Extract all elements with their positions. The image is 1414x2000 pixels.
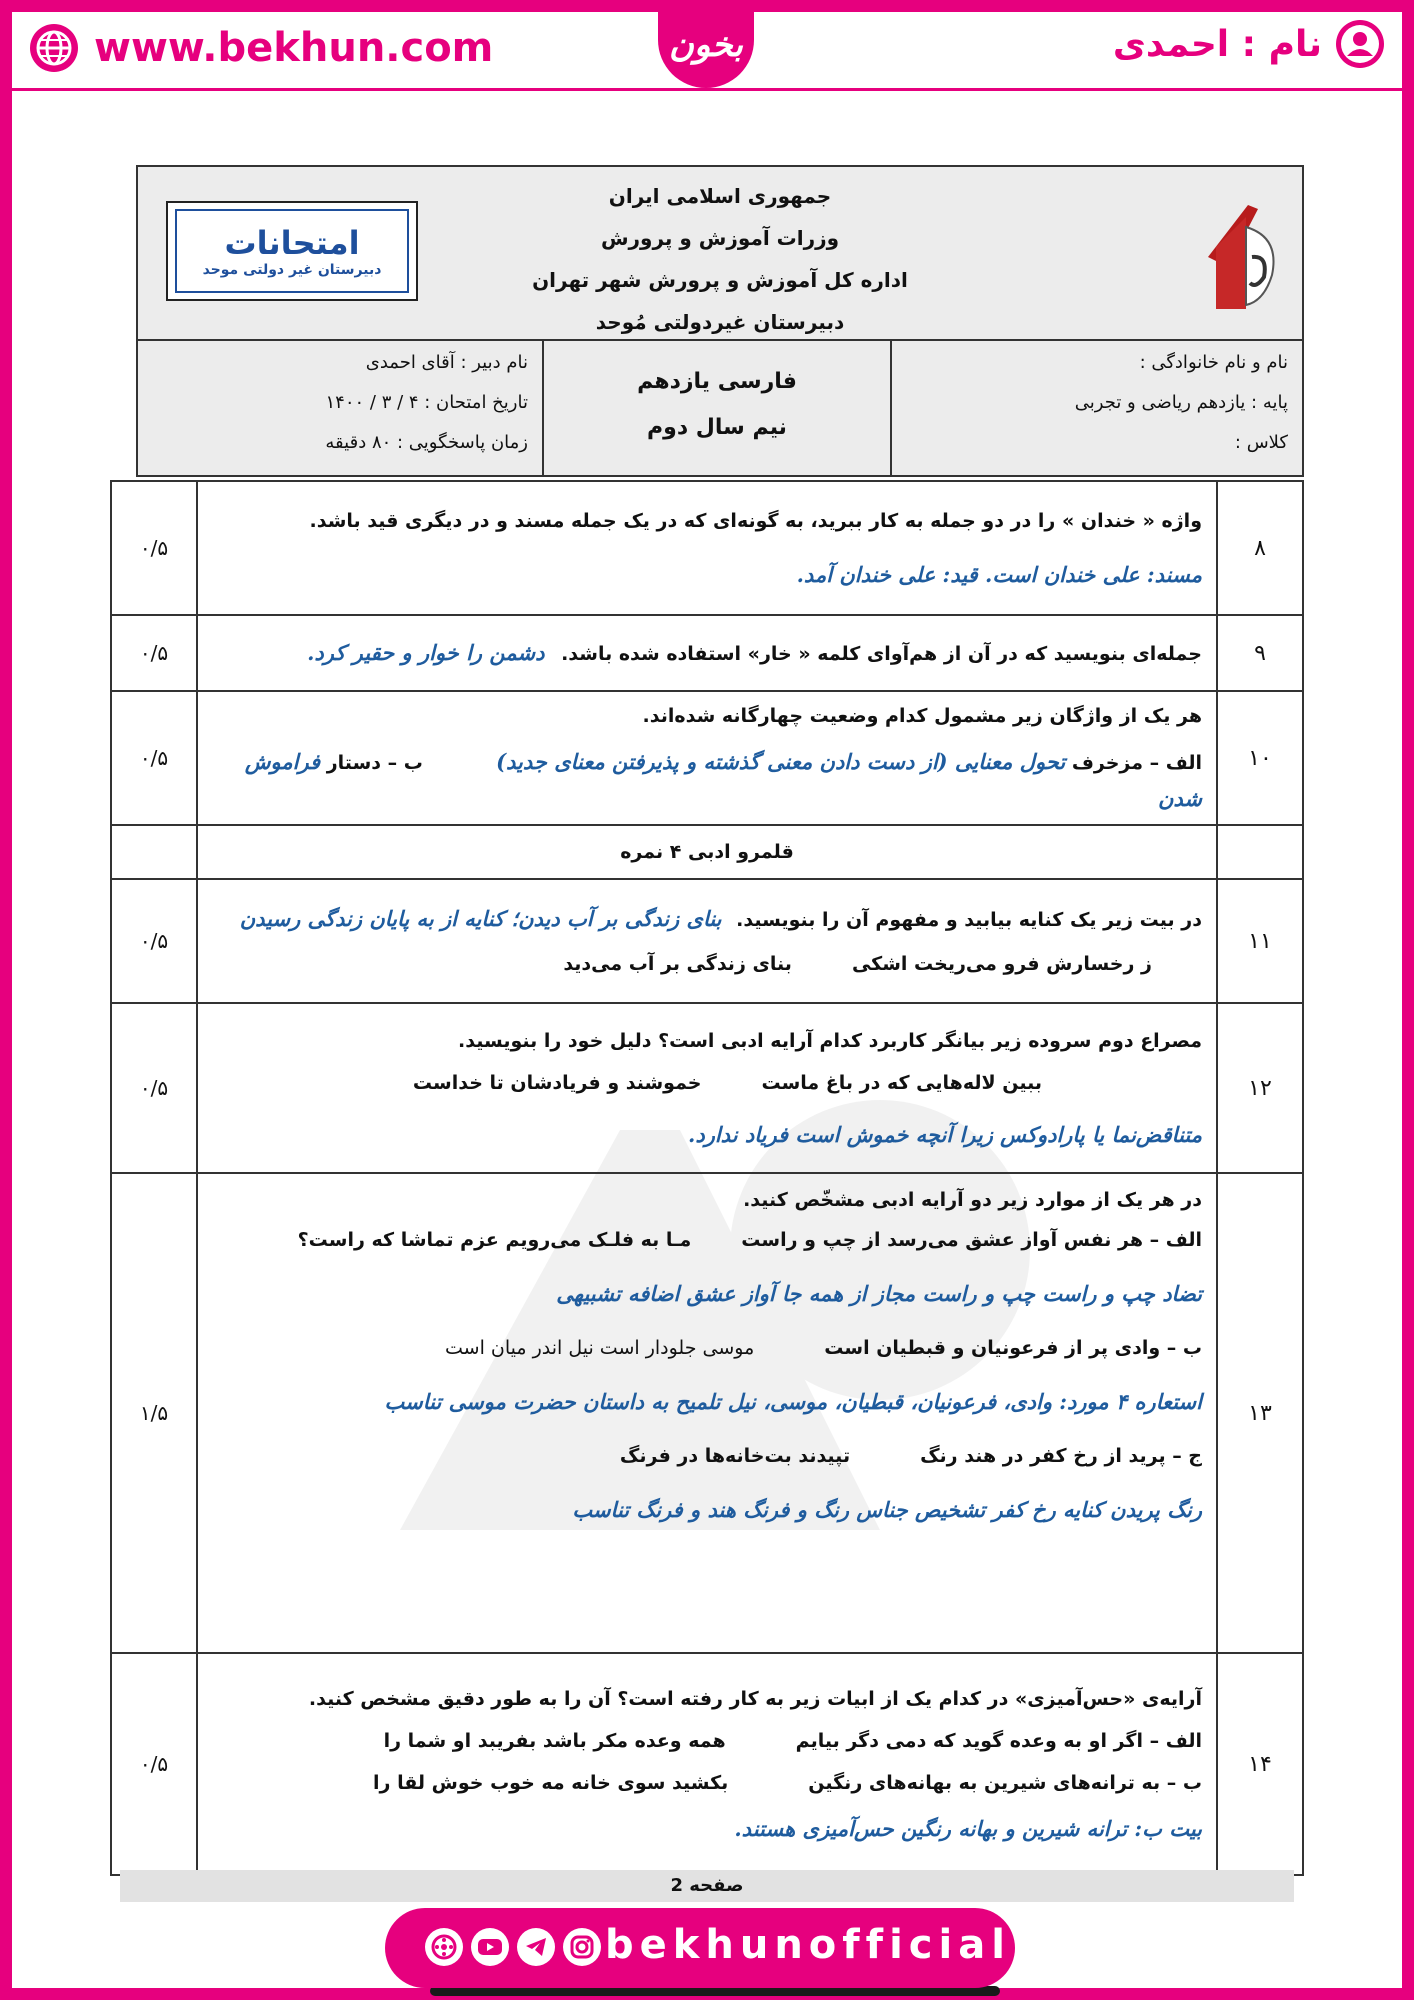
item-b-answer: فراموش شدن: [244, 749, 1202, 811]
reel-icon: [431, 1934, 457, 1960]
question-row-12: [111, 1003, 1303, 1173]
social-handle[interactable]: bekhunofficial: [605, 1922, 1011, 1968]
verse-b: [212, 1330, 1202, 1366]
question-score: ۰/۵: [111, 1653, 197, 1875]
answer-text: دشمن را خوار و حقیر کرد.: [307, 639, 545, 665]
term-name: نیم سال دوم: [647, 415, 787, 440]
verse-b-2: موسی جلودار است نیل اندر میان است: [445, 1337, 755, 1359]
question-row-13: [111, 1173, 1303, 1653]
question-number: ۱۳: [1217, 1173, 1303, 1653]
globe-icon: [28, 22, 80, 74]
answer-text: بیت ب: ترانه شیرین و بهانه رنگین حس‌آمیزی هستند.: [734, 1816, 1202, 1841]
top-divider: [12, 88, 1402, 91]
field-grade: پایه : یازدهم ریاضی و تجربی: [1074, 392, 1288, 413]
field-duration: زمان پاسخگویی : ۸۰ دقیقه: [325, 432, 528, 453]
question-body: [197, 481, 1217, 615]
verse: [212, 1065, 1202, 1101]
title-line: جمهوری اسلامی ایران: [608, 184, 832, 208]
question-row-8: [111, 481, 1303, 615]
question-text: در هر یک از موارد زیر دو آرایه ادبی مشخّص کنید.: [743, 1189, 1202, 1211]
user-icon: [1334, 18, 1386, 70]
section-title: قلمرو ادبی ۴ نمره: [197, 825, 1217, 879]
verse-hemistich-1: ز رخسارش فرو می‌ریخت اشکی: [851, 952, 1152, 975]
question-number: ۱۱: [1217, 879, 1303, 1003]
youtube-icon: [477, 1937, 503, 1957]
social-footer: [385, 1908, 1015, 1988]
answer-b: استعاره ۴ مورد: وادی، فرعونیان، قبطیان، موسی، نیل تلمیح به داستان حضرت موسی تناسب: [384, 1389, 1202, 1414]
title-line: وزرات آموزش و پرورش: [600, 226, 840, 250]
page-number: صفحه 2: [120, 1870, 1294, 1902]
question-score: ۰/۵: [111, 691, 197, 825]
verse-a: [212, 1723, 1202, 1759]
question-body: [197, 1173, 1217, 1653]
question-text: هر یک از واژگان زیر مشمول کدام وضعیت چهارگانه شده‌اند.: [642, 705, 1202, 727]
question-score: ۰/۵: [111, 481, 197, 615]
social-link[interactable]: [563, 1928, 601, 1966]
website-url: www.bekhun.com: [94, 25, 494, 71]
subject-name: فارسی یازدهم: [637, 369, 797, 394]
question-text: واژه « خندان » را در دو جمله به کار ببرید، به گونه‌ای که در یک جمله مسند و در دیگری قید باشد.: [309, 510, 1202, 532]
question-items: [212, 744, 1202, 818]
question-score: ۰/۵: [111, 1003, 197, 1173]
verse-c-1: ج – پرید از رخ کفر در هند رنگ: [920, 1445, 1202, 1467]
telegram-icon: [524, 1935, 548, 1959]
student-name: نام : احمدی: [1112, 23, 1322, 65]
website-link[interactable]: [28, 22, 493, 74]
answer-text: متناقض‌نما یا پارادوکس زیرا آنچه خموش است فریاد ندارد.: [688, 1122, 1202, 1147]
verse-c-2: تپیدند بت‌خانه‌ها در فرنگ: [619, 1445, 851, 1467]
question-line: [212, 901, 1202, 938]
answer-a: تضاد چپ و راست چپ و راست مجاز از همه جا آواز عشق اضافه تشبیهی: [556, 1281, 1202, 1306]
verse-a-2: همه وعده مکر باشد بفریبد او شما را: [383, 1730, 726, 1752]
stamp-frame: [175, 209, 409, 293]
instagram-icon: [570, 1935, 594, 1959]
school-crest-icon: [1198, 197, 1288, 315]
question-text: مصراع دوم سروده زیر بیانگر کاربرد کدام آرایه ادبی است؟ دلیل خود را بنویسید.: [458, 1030, 1202, 1052]
question-score: ۰/۵: [111, 615, 197, 691]
question-number: ۸: [1217, 481, 1303, 615]
exam-info: [138, 339, 542, 475]
exam-header: [136, 165, 1304, 477]
verse-b-2: بکشید سوی خانه مه خوب خوش لقا را: [373, 1772, 729, 1794]
item-a-answer: تحول معنایی (از دست دادن معنی گذشته و پذیرفتن معنای جدید): [496, 749, 1066, 774]
answer-c: رنگ پریدن کنایه رخ کفر تشخیص جناس رنگ و فرنگ هند و فرنگ تناسب: [572, 1497, 1202, 1522]
verse-b: [212, 1765, 1202, 1801]
verse: [212, 946, 1202, 982]
question-body: [197, 1003, 1217, 1173]
brand-logo-text: بخون: [669, 25, 743, 65]
field-date: تاریخ امتحان : ۴ / ۳ / ۱۴۰۰: [325, 392, 528, 413]
social-link[interactable]: [517, 1928, 555, 1966]
field-teacher: نام دبیر : آقای احمدی: [365, 352, 528, 373]
question-score: ۱/۵: [111, 1173, 197, 1653]
item-b-label: ب – دستار: [326, 752, 423, 774]
verse-b-1: ب – به ترانه‌های شیرین به بهانه‌های رنگین: [808, 1772, 1202, 1794]
title-line: اداره کل آموزش و پرورش شهر تهران: [532, 268, 908, 292]
verse-hemistich-2: خموشند و فریادشان تا خداست: [412, 1072, 702, 1094]
header-top: [138, 167, 1302, 341]
question-text: آرایه‌ی «حس‌آمیزی» در کدام یک از ابیات زیر به کار رفته است؟ آن را به طور دقیق مشخص کنید.: [308, 1688, 1202, 1710]
answer-text: مسند: علی خندان است. قید: علی خندان آمد.: [796, 562, 1202, 587]
question-text: در بیت زیر یک کنایه بیابید و مفهوم آن را بنویسید.: [736, 908, 1202, 931]
verse-a-2: مـا به فلـک می‌رویم عزم تماشا که راست؟: [297, 1229, 692, 1251]
stamp-subtitle: دبیرستان غیر دولتی موحد: [202, 262, 382, 278]
student-name-box: [1113, 18, 1386, 70]
subject-info: [542, 339, 890, 475]
verse-a: [212, 1222, 1202, 1258]
questions-table: [110, 480, 1304, 1876]
question-number: ۱۴: [1217, 1653, 1303, 1875]
verse-a-1: الف – هر نفس آواز عشق می‌رسد از چپ و راست: [741, 1229, 1202, 1251]
question-row-10: [111, 691, 1303, 825]
question-row-9: [111, 615, 1303, 691]
stamp-title: امتحانات: [224, 224, 360, 262]
title-line: دبیرستان غیردولتی مُوحد: [595, 310, 845, 334]
field-name: نام و نام خانوادگی :: [1139, 352, 1288, 373]
question-body: [197, 691, 1217, 825]
question-number: ۹: [1217, 615, 1303, 691]
question-body: [197, 1653, 1217, 1875]
student-info: [890, 339, 1302, 475]
header-fields: [138, 339, 1302, 475]
question-number: ۱۰: [1217, 691, 1303, 825]
field-class: کلاس :: [1234, 432, 1288, 453]
question-row-14: [111, 1653, 1303, 1875]
social-link[interactable]: [471, 1928, 509, 1966]
question-score: ۰/۵: [111, 879, 197, 1003]
verse-hemistich-2: بنای زندگی بر آب می‌دید: [563, 952, 792, 975]
header-titles: [438, 175, 1002, 343]
question-body: [197, 879, 1217, 1003]
question-body: [197, 615, 1217, 691]
verse-hemistich-1: ببین لاله‌هایی که در باغ ماست: [761, 1072, 1042, 1094]
question-row-11: [111, 879, 1303, 1003]
verse-c: [212, 1438, 1202, 1474]
section-row: [111, 825, 1303, 879]
exams-stamp: [166, 201, 418, 301]
question-number: ۱۲: [1217, 1003, 1303, 1173]
verse-a-1: الف – اگر او به وعده گوید که دمی دگر بیایم: [795, 1730, 1202, 1752]
answer-text: بنای زندگی بر آب دیدن؛ کنایه از به پایان زندگی رسیدن: [239, 905, 722, 931]
verse-b-1: ب – وادی پر از فرعونیان و قبطیان است: [824, 1337, 1202, 1359]
question-text: جمله‌ای بنویسید که در آن از هم‌آوای کلمه « خار» استفاده شده باشد.: [561, 642, 1202, 665]
item-a-label: الف – مزخرف: [1071, 752, 1202, 774]
social-link[interactable]: [425, 1928, 463, 1966]
